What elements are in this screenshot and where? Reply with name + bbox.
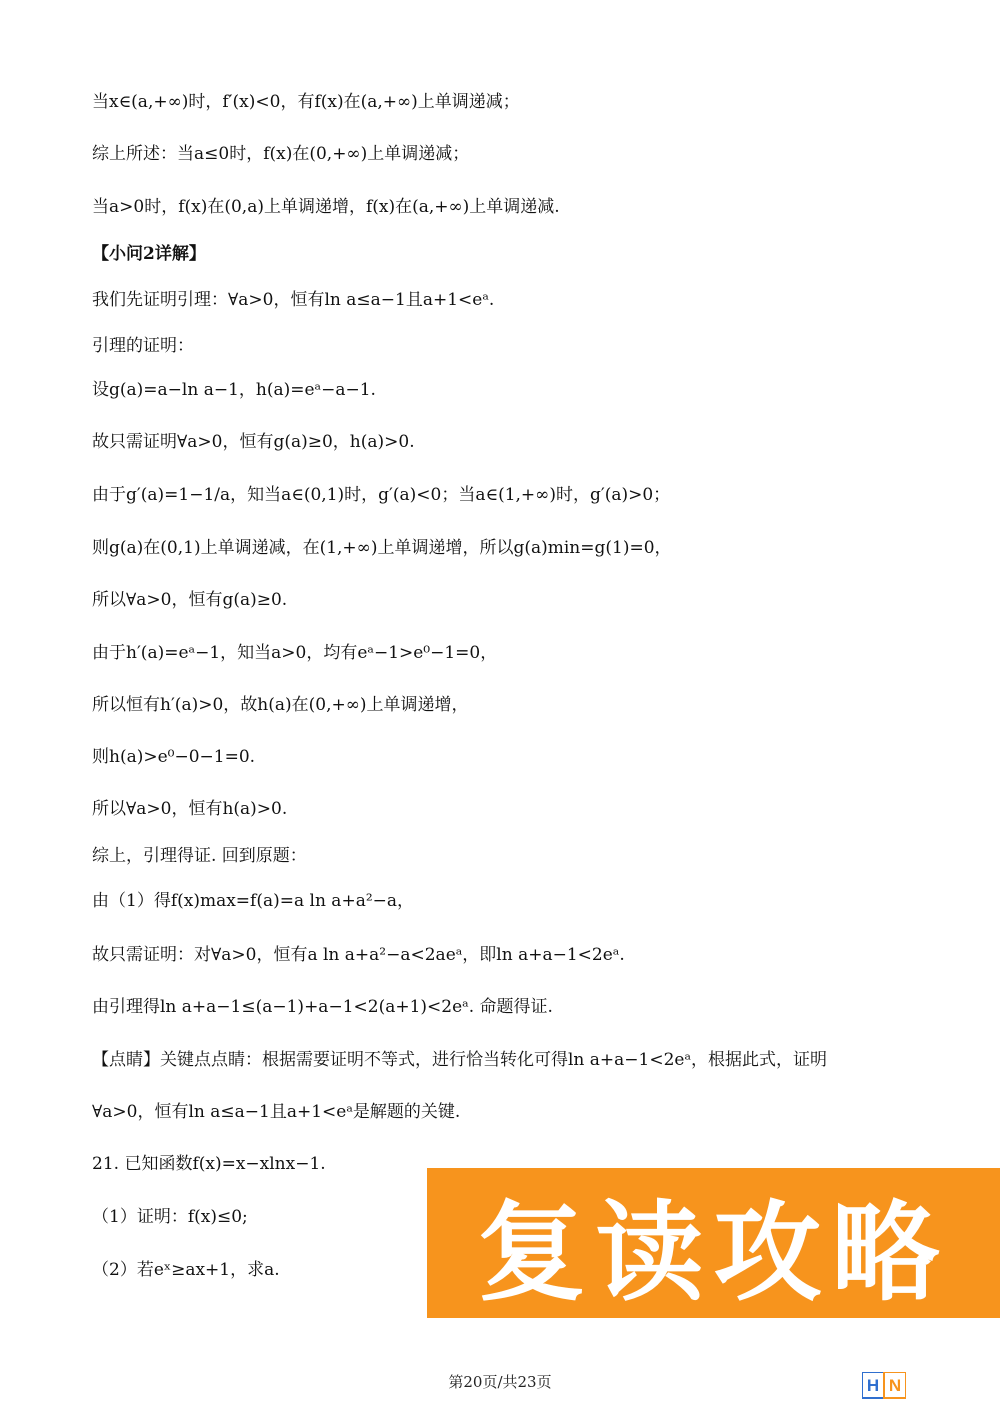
text-line: 我们先证明引理：∀a>0，恒有ln a≤a−1且a+1<eᵃ. [92,290,495,310]
problem-part-1: （1）证明：f(x)≤0; [92,1207,248,1227]
text-line: 引理的证明： [92,336,194,356]
text-line: ∀a>0，恒有ln a≤a−1且a+1<eᵃ是解题的关键. [92,1102,461,1122]
text-line: 则h(a)>e⁰−0−1=0. [92,747,256,767]
text-line: 当x∈(a,+∞)时，f′(x)<0，有f(x)在(a,+∞)上单调递减； [92,92,520,112]
text-line: 由（1）得f(x)max=f(a)=a ln a+a²−a， [92,891,415,911]
problem-statement: 21. 已知函数f(x)=x−xlnx−1. [92,1154,326,1174]
problem-part-2: （2）若eˣ≥ax+1，求a. [92,1260,280,1280]
text-line: 所以∀a>0，恒有g(a)≥0. [92,590,288,610]
text-line: 所以∀a>0，恒有h(a)>0. [92,799,288,819]
text-line: 综上，引理得证. 回到原题： [92,846,307,866]
logo-letter-n: N [888,1376,902,1395]
watermark-banner [427,1168,1000,1318]
text-line: 故只需证明∀a>0，恒有g(a)≥0，h(a)>0. [92,432,415,452]
hn-logo-icon [862,1372,906,1402]
text-line: 则g(a)在(0,1)上单调递减，在(1,+∞)上单调递增，所以g(a)min=g(1)=0， [92,538,672,558]
watermark-text: 复读攻略 [477,1190,950,1316]
text-line: 故只需证明：对∀a>0，恒有a ln a+a²−a<2aeᵃ，即ln a+a−1<2eᵃ. [92,945,625,965]
text-line: 当a>0时，f(x)在(0,a)上单调递增，f(x)在(a,+∞)上单调递减. [92,197,560,217]
section-heading: 【小问2详解】 [92,244,206,264]
text-line: 由于g′(a)=1−1/a，知当a∈(0,1)时，g′(a)<0；当a∈(1,+∞)时，g′(a)>0； [92,485,671,505]
text-line: 综上所述：当a≤0时，f(x)在(0,+∞)上单调递减； [92,144,470,164]
page-number: 第20页/共23页 [448,1373,552,1391]
text-line: 由于h′(a)=eᵃ−1，知当a>0，均有eᵃ−1>e⁰−1=0， [92,643,498,663]
text-line: 由引理得ln a+a−1≤(a−1)+a−1<2(a+1)<2eᵃ. 命题得证. [92,997,553,1017]
text-line: 所以恒有h′(a)>0，故h(a)在(0,+∞)上单调递增， [92,695,469,715]
logo-letter-h: H [866,1376,880,1395]
text-line: 设g(a)=a−ln a−1，h(a)=eᵃ−a−1. [92,380,376,400]
key-point-line: 【点睛】关键点点睛：根据需要证明不等式，进行恰当转化可得ln a+a−1<2eᵃ，根据此式，证明 [92,1050,828,1070]
